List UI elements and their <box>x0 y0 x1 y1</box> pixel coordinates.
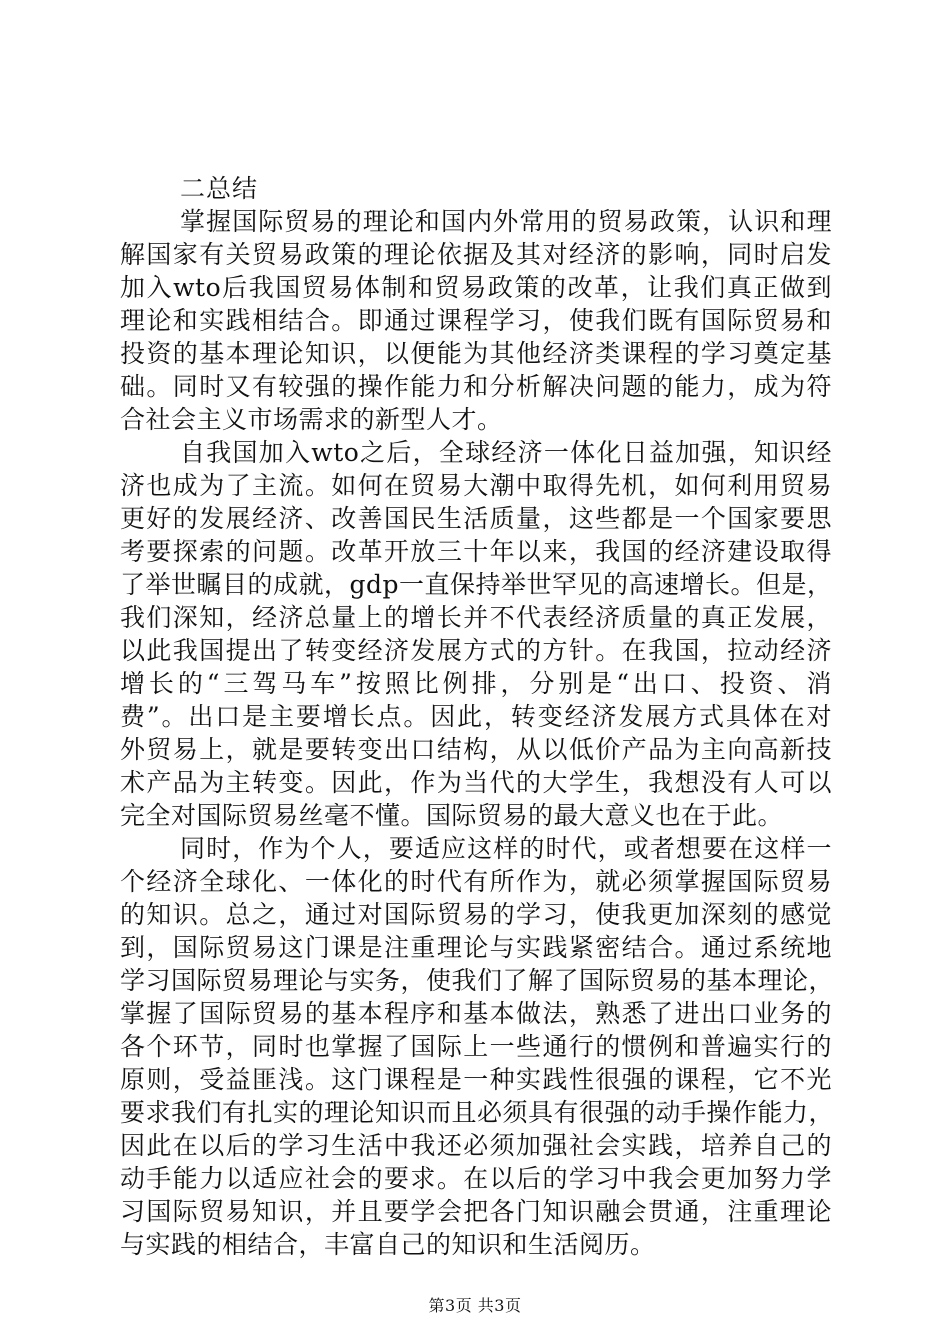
paragraph-line: 术产品为主转变。因此，作为当代的大学生，我想没有人可以 <box>120 768 832 797</box>
paragraph-line: 与实践的相结合，丰富自己的知识和生活阅历。 <box>120 1230 656 1259</box>
paragraph-3 <box>120 832 835 1261</box>
paragraph-line: 掌握国际贸易的理论和国内外常用的贸易政策，认识和理 <box>180 207 832 236</box>
paragraph-line: 考要探索的问题。改革开放三十年以来，我国的经济建设取得 <box>120 537 832 566</box>
paragraph-line: 动手能力以适应社会的要求。在以后的学习中我会更加努力学 <box>120 1164 832 1193</box>
paragraph-line: 济也成为了主流。如何在贸易大潮中取得先机，如何利用贸易 <box>120 471 832 500</box>
paragraph-2 <box>120 436 832 832</box>
paragraph-line: 掌握了国际贸易的基本程序和基本做法，熟悉了进出口业务的 <box>120 999 832 1028</box>
paragraph-line: 学习国际贸易理论与实务，使我们了解了国际贸易的基本理论， <box>120 966 835 995</box>
paragraph-line: 我们深知，经济总量上的增长并不代表经济质量的真正发展， <box>120 603 832 632</box>
paragraph-1 <box>120 205 832 436</box>
paragraph-line: 要求我们有扎实的理论知识而且必须具有很强的动手操作能力， <box>120 1098 835 1127</box>
paragraph-line: 理论和实践相结合。即通过课程学习，使我们既有国际贸易和 <box>120 306 832 335</box>
paragraph-line: 自我国加入wto之后，全球经济一体化日益加强，知识经 <box>180 438 832 467</box>
paragraph-line: 更好的发展经济、改善国民生活质量，这些都是一个国家要思 <box>120 504 832 533</box>
paragraph-line: 费”。出口是主要增长点。因此，转变经济发展方式具体在对 <box>120 702 832 731</box>
paragraph-line: 外贸易上，就是要转变出口结构，从以低价产品为主向高新技 <box>120 735 832 764</box>
section-heading: 二总结 <box>180 174 259 203</box>
paragraph-line: 以此我国提出了转变经济发展方式的方针。在我国，拉动经济 <box>120 636 832 665</box>
paragraph-line: 完全对国际贸易丝毫不懂。国际贸易的最大意义也在于此。 <box>120 801 784 830</box>
paragraph-line: 了举世瞩目的成就，gdp一直保持举世罕见的高速增长。但是， <box>120 570 833 599</box>
paragraph-line: 同时，作为个人，要适应这样的时代，或者想要在这样一 <box>180 834 832 863</box>
paragraph-line: 解国家有关贸易政策的理论依据及其对经济的影响，同时启发 <box>120 240 832 269</box>
paragraph-line: 加入wto后我国贸易体制和贸易政策的改革，让我们真正做到 <box>120 273 832 302</box>
paragraph-line: 础。同时又有较强的操作能力和分析解决问题的能力，成为符 <box>120 372 832 401</box>
paragraph-line: 增长的“三驾马车”按照比例排，分别是“出口、投资、消 <box>120 669 832 698</box>
paragraph-line: 因此在以后的学习生活中我还必须加强社会实践，培养自己的 <box>120 1131 832 1160</box>
document-body <box>120 172 835 1261</box>
paragraph-line: 到，国际贸易这门课是注重理论与实践紧密结合。通过系统地 <box>120 933 832 962</box>
paragraph-line: 习国际贸易知识，并且要学会把各门知识融会贯通，注重理论 <box>120 1197 832 1226</box>
page-number-footer: 第3页 共3页 <box>428 1296 522 1315</box>
paragraph-line: 各个环节，同时也掌握了国际上一些通行的惯例和普遍实行的 <box>120 1032 832 1061</box>
paragraph-line: 合社会主义市场需求的新型人才。 <box>120 405 503 434</box>
paragraph-line: 投资的基本理论知识，以便能为其他经济类课程的学习奠定基 <box>120 339 832 368</box>
paragraph-line: 个经济全球化、一体化的时代有所作为，就必须掌握国际贸易 <box>120 867 832 896</box>
paragraph-line: 原则，受益匪浅。这门课程是一种实践性很强的课程，它不光 <box>120 1065 832 1094</box>
paragraph-line: 的知识。总之，通过对国际贸易的学习，使我更加深刻的感觉 <box>120 900 832 929</box>
